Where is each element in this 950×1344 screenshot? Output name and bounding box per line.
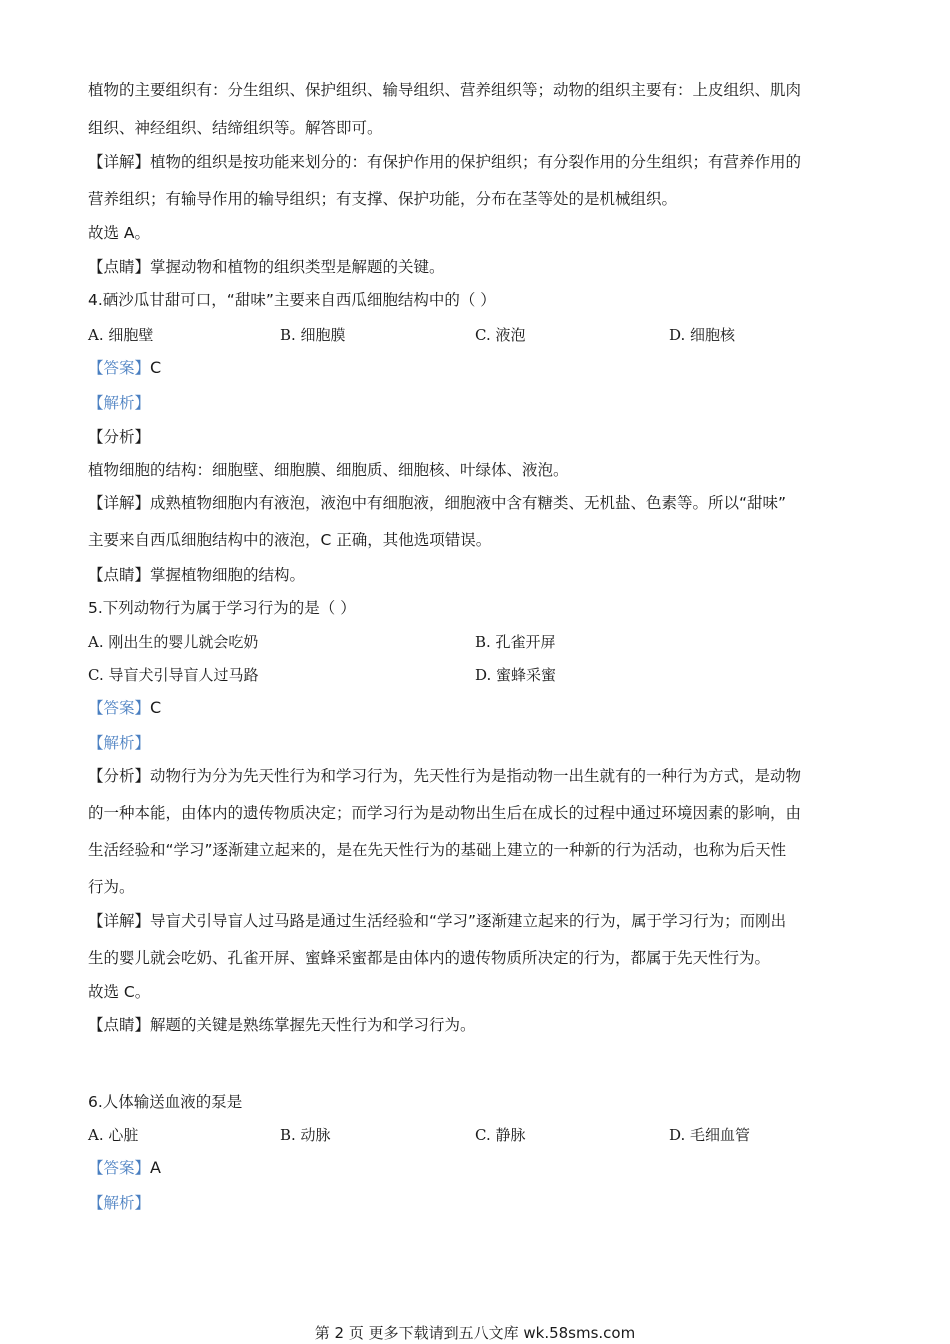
text-line: 【详解】植物的组织是按功能来划分的：有保护作用的保护组织；有分裂作用的分生组织；有营养作用的 bbox=[88, 153, 802, 171]
question-5-stem: 5.下列动物行为属于学习行为的是（ ） bbox=[88, 599, 356, 617]
text-line: 故选 A。 bbox=[88, 224, 151, 242]
text-line: 【点睛】掌握动物和植物的组织类型是解题的关键。 bbox=[88, 258, 445, 276]
q4-option-a: A. 细胞壁 bbox=[88, 326, 154, 344]
q4-option-b: B. 细胞膜 bbox=[280, 326, 346, 344]
q4-answer bbox=[88, 358, 161, 378]
q6-option-b: B. 动脉 bbox=[280, 1126, 331, 1144]
q4-detail-line-1: 【详解】成熟植物细胞内有液泡，液泡中有细胞液，细胞液中含有糖类、无机盐、色素等。所以“甜味” bbox=[88, 494, 787, 512]
answer-value: C bbox=[150, 358, 162, 377]
answer-value: C bbox=[150, 698, 162, 717]
q6-option-c: C. 静脉 bbox=[475, 1126, 526, 1144]
q5-option-b: B. 孔雀开屏 bbox=[475, 633, 556, 651]
q5-fenxi-line-3: 生活经验和“学习”逐渐建立起来的，是在先天性行为的基础上建立的一种新的行为活动，也称为后天性 bbox=[88, 841, 787, 859]
q5-fenxi-line-2: 的一种本能，由体内的遗传物质决定；而学习行为是动物出生后在成长的过程中通过环境因素的影响，由 bbox=[88, 804, 802, 822]
q4-detail-line-2: 主要来自西瓜细胞结构中的液泡，C 正确，其他选项错误。 bbox=[88, 531, 492, 549]
question-6-stem: 6.人体输送血液的泵是 bbox=[88, 1093, 243, 1111]
q5-answer bbox=[88, 698, 161, 718]
q5-fenxi-line-4: 行为。 bbox=[88, 878, 135, 896]
q6-option-d: D. 毛细血管 bbox=[669, 1126, 751, 1144]
q4-option-c: C. 液泡 bbox=[475, 326, 526, 344]
text-line: 营养组织；有输导作用的输导组织；有支撑、保护功能，分布在茎等处的是机械组织。 bbox=[88, 190, 678, 208]
answer-tag: 【答案】 bbox=[88, 1159, 151, 1177]
q4-fenxi-tag: 【分析】 bbox=[88, 428, 151, 446]
q6-option-a: A. 心脏 bbox=[88, 1126, 139, 1144]
answer-tag: 【答案】 bbox=[88, 699, 151, 717]
q4-dianjing: 【点睛】掌握植物细胞的结构。 bbox=[88, 566, 306, 584]
q4-analysis-tag: 【解析】 bbox=[88, 394, 151, 412]
answer-value: A bbox=[150, 1158, 161, 1177]
text-line: 植物的主要组织有：分生组织、保护组织、输导组织、营养组织等；动物的组织主要有：上皮组织、肌肉 bbox=[88, 81, 802, 99]
q5-analysis-tag: 【解析】 bbox=[88, 734, 151, 752]
q5-dianjing: 【点睛】解题的关键是熟练掌握先天性行为和学习行为。 bbox=[88, 1016, 476, 1034]
text-line: 组织、神经组织、结缔组织等。解答即可。 bbox=[88, 119, 383, 137]
q4-option-d: D. 细胞核 bbox=[669, 326, 736, 344]
q5-option-a: A. 刚出生的婴儿就会吃奶 bbox=[88, 633, 259, 651]
page-footer: 第 2 页 更多下载请到五八文库 wk.58sms.com bbox=[314, 1324, 636, 1342]
q5-detail-line-1: 【详解】导盲犬引导盲人过马路是通过生活经验和“学习”逐渐建立起来的行为，属于学习行为；而刚出 bbox=[88, 912, 787, 930]
q5-option-d: D. 蜜蜂采蜜 bbox=[475, 666, 557, 684]
q4-fenxi: 植物细胞的结构：细胞壁、细胞膜、细胞质、细胞核、叶绿体、液泡。 bbox=[88, 461, 569, 479]
q5-option-c: C. 导盲犬引导盲人过马路 bbox=[88, 666, 259, 684]
q6-answer bbox=[88, 1158, 161, 1178]
question-4-stem: 4.硒沙瓜甘甜可口，“甜味”主要来自西瓜细胞结构中的（ ） bbox=[88, 291, 496, 309]
q5-detail-line-2: 生的婴儿就会吃奶、孔雀开屏、蜜蜂采蜜都是由体内的遗传物质所决定的行为，都属于先天性行为。 bbox=[88, 949, 771, 967]
answer-tag: 【答案】 bbox=[88, 359, 151, 377]
q6-analysis-tag: 【解析】 bbox=[88, 1194, 151, 1212]
q5-guxuan: 故选 C。 bbox=[88, 983, 151, 1001]
q5-fenxi-line-1: 【分析】动物行为分为先天性行为和学习行为，先天性行为是指动物一出生就有的一种行为方式，是动物 bbox=[88, 767, 802, 785]
